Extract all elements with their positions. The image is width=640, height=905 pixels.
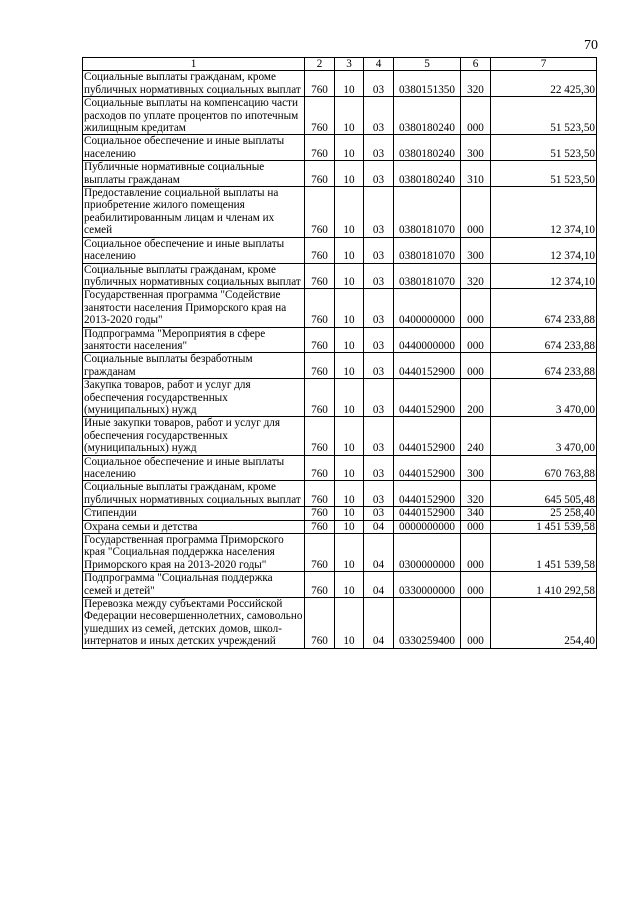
budget-table bbox=[82, 57, 597, 649]
page-number: 70 bbox=[584, 38, 598, 53]
cell-subsection-code: 03 bbox=[364, 237, 394, 263]
cell-amount: 51 523,50 bbox=[491, 97, 597, 135]
cell-expense-type: 000 bbox=[461, 289, 491, 327]
cell-target-article: 0380180240 bbox=[394, 97, 461, 135]
cell-amount: 22 425,30 bbox=[491, 71, 597, 97]
cell-subsection-code: 03 bbox=[364, 263, 394, 289]
cell-section-code: 10 bbox=[335, 534, 364, 572]
cell-section-code: 10 bbox=[335, 572, 364, 598]
cell-name: Социальное обеспечение и иные выплаты населению bbox=[83, 237, 305, 263]
cell-subsection-code: 03 bbox=[364, 379, 394, 417]
cell-amount: 51 523,50 bbox=[491, 135, 597, 161]
cell-ministry-code: 760 bbox=[305, 71, 335, 97]
cell-ministry-code: 760 bbox=[305, 161, 335, 187]
header-col-1: 1 bbox=[83, 58, 305, 71]
cell-expense-type: 000 bbox=[461, 534, 491, 572]
cell-expense-type: 000 bbox=[461, 353, 491, 379]
cell-name: Социальные выплаты гражданам, кроме публичных нормативных социальных выплат bbox=[83, 481, 305, 507]
cell-ministry-code: 760 bbox=[305, 507, 335, 520]
cell-expense-type: 310 bbox=[461, 161, 491, 187]
table-row bbox=[83, 572, 597, 598]
cell-target-article: 0380151350 bbox=[394, 71, 461, 97]
cell-name: Перевозка между субъектами Российской Федерации несовершеннолетних, самовольно ушедших из семей, детских домов, школ-интернатов и иных детских учреждений bbox=[83, 598, 305, 649]
table-row bbox=[83, 187, 597, 238]
cell-target-article: 0330259400 bbox=[394, 598, 461, 649]
cell-amount: 1 410 292,58 bbox=[491, 572, 597, 598]
cell-section-code: 10 bbox=[335, 161, 364, 187]
header-col-7: 7 bbox=[491, 58, 597, 71]
header-col-3: 3 bbox=[335, 58, 364, 71]
cell-name: Закупка товаров, работ и услуг для обеспечения государственных (муниципальных) нужд bbox=[83, 379, 305, 417]
cell-subsection-code: 03 bbox=[364, 353, 394, 379]
cell-ministry-code: 760 bbox=[305, 481, 335, 507]
cell-amount: 12 374,10 bbox=[491, 263, 597, 289]
table-row bbox=[83, 263, 597, 289]
cell-ministry-code: 760 bbox=[305, 417, 335, 455]
cell-expense-type: 000 bbox=[461, 97, 491, 135]
cell-amount: 254,40 bbox=[491, 598, 597, 649]
table-row bbox=[83, 534, 597, 572]
table-row bbox=[83, 455, 597, 481]
cell-name: Публичные нормативные социальные выплаты гражданам bbox=[83, 161, 305, 187]
cell-amount: 3 470,00 bbox=[491, 379, 597, 417]
header-col-5: 5 bbox=[394, 58, 461, 71]
cell-ministry-code: 760 bbox=[305, 97, 335, 135]
cell-name: Социальные выплаты безработным гражданам bbox=[83, 353, 305, 379]
cell-expense-type: 240 bbox=[461, 417, 491, 455]
cell-ministry-code: 760 bbox=[305, 520, 335, 533]
cell-target-article: 0380180240 bbox=[394, 135, 461, 161]
cell-amount: 12 374,10 bbox=[491, 237, 597, 263]
cell-section-code: 10 bbox=[335, 237, 364, 263]
cell-ministry-code: 760 bbox=[305, 379, 335, 417]
cell-amount: 670 763,88 bbox=[491, 455, 597, 481]
cell-expense-type: 340 bbox=[461, 507, 491, 520]
cell-name: Социальное обеспечение и иные выплаты населению bbox=[83, 455, 305, 481]
cell-target-article: 0440152900 bbox=[394, 507, 461, 520]
cell-ministry-code: 760 bbox=[305, 327, 335, 353]
cell-ministry-code: 760 bbox=[305, 572, 335, 598]
cell-amount: 1 451 539,58 bbox=[491, 534, 597, 572]
cell-section-code: 10 bbox=[335, 598, 364, 649]
table-row bbox=[83, 507, 597, 520]
cell-name: Социальные выплаты гражданам, кроме публичных нормативных социальных выплат bbox=[83, 71, 305, 97]
cell-section-code: 10 bbox=[335, 97, 364, 135]
cell-name: Охрана семьи и детства bbox=[83, 520, 305, 533]
cell-section-code: 10 bbox=[335, 263, 364, 289]
cell-subsection-code: 04 bbox=[364, 534, 394, 572]
cell-name: Подпрограмма "Мероприятия в сфере занятости населения" bbox=[83, 327, 305, 353]
cell-expense-type: 300 bbox=[461, 135, 491, 161]
cell-name: Стипендии bbox=[83, 507, 305, 520]
cell-ministry-code: 760 bbox=[305, 237, 335, 263]
header-row bbox=[83, 58, 597, 71]
table-row bbox=[83, 161, 597, 187]
cell-expense-type: 000 bbox=[461, 598, 491, 649]
cell-subsection-code: 04 bbox=[364, 520, 394, 533]
cell-target-article: 0440000000 bbox=[394, 327, 461, 353]
cell-subsection-code: 03 bbox=[364, 327, 394, 353]
cell-amount: 674 233,88 bbox=[491, 289, 597, 327]
cell-section-code: 10 bbox=[335, 507, 364, 520]
cell-amount: 1 451 539,58 bbox=[491, 520, 597, 533]
table-row bbox=[83, 97, 597, 135]
cell-subsection-code: 03 bbox=[364, 417, 394, 455]
table-row bbox=[83, 353, 597, 379]
cell-ministry-code: 760 bbox=[305, 135, 335, 161]
cell-section-code: 10 bbox=[335, 327, 364, 353]
cell-subsection-code: 03 bbox=[364, 289, 394, 327]
cell-ministry-code: 760 bbox=[305, 289, 335, 327]
cell-ministry-code: 760 bbox=[305, 534, 335, 572]
cell-subsection-code: 04 bbox=[364, 572, 394, 598]
table-row bbox=[83, 481, 597, 507]
cell-target-article: 0440152900 bbox=[394, 455, 461, 481]
cell-ministry-code: 760 bbox=[305, 598, 335, 649]
cell-ministry-code: 760 bbox=[305, 187, 335, 238]
cell-section-code: 10 bbox=[335, 417, 364, 455]
cell-expense-type: 320 bbox=[461, 481, 491, 507]
cell-section-code: 10 bbox=[335, 71, 364, 97]
cell-expense-type: 320 bbox=[461, 263, 491, 289]
cell-subsection-code: 03 bbox=[364, 455, 394, 481]
cell-amount: 674 233,88 bbox=[491, 327, 597, 353]
cell-target-article: 0400000000 bbox=[394, 289, 461, 327]
cell-name: Предоставление социальной выплаты на приобретение жилого помещения реабилитированным лицам и членам их семей bbox=[83, 187, 305, 238]
cell-target-article: 0380181070 bbox=[394, 263, 461, 289]
cell-subsection-code: 03 bbox=[364, 481, 394, 507]
table-row bbox=[83, 379, 597, 417]
table-row bbox=[83, 237, 597, 263]
cell-expense-type: 300 bbox=[461, 455, 491, 481]
cell-subsection-code: 03 bbox=[364, 187, 394, 238]
table-row bbox=[83, 417, 597, 455]
cell-section-code: 10 bbox=[335, 353, 364, 379]
cell-target-article: 0440152900 bbox=[394, 481, 461, 507]
cell-target-article: 0330000000 bbox=[394, 572, 461, 598]
cell-section-code: 10 bbox=[335, 520, 364, 533]
cell-name: Иные закупки товаров, работ и услуг для обеспечения государственных (муниципальных) нужд bbox=[83, 417, 305, 455]
cell-target-article: 0380181070 bbox=[394, 237, 461, 263]
table-row bbox=[83, 289, 597, 327]
cell-amount: 3 470,00 bbox=[491, 417, 597, 455]
cell-name: Государственная программа "Содействие занятости населения Приморского края на 2013-2020 годы" bbox=[83, 289, 305, 327]
table-row bbox=[83, 135, 597, 161]
cell-name: Подпрограмма "Социальная поддержка семей и детей" bbox=[83, 572, 305, 598]
cell-subsection-code: 04 bbox=[364, 598, 394, 649]
cell-ministry-code: 760 bbox=[305, 455, 335, 481]
table-row bbox=[83, 327, 597, 353]
cell-amount: 674 233,88 bbox=[491, 353, 597, 379]
cell-amount: 25 258,40 bbox=[491, 507, 597, 520]
cell-target-article: 0300000000 bbox=[394, 534, 461, 572]
cell-target-article: 0000000000 bbox=[394, 520, 461, 533]
cell-target-article: 0440152900 bbox=[394, 379, 461, 417]
cell-expense-type: 200 bbox=[461, 379, 491, 417]
cell-section-code: 10 bbox=[335, 379, 364, 417]
cell-expense-type: 300 bbox=[461, 237, 491, 263]
cell-name: Социальные выплаты на компенсацию части расходов по уплате процентов по ипотечным жилищным кредитам bbox=[83, 97, 305, 135]
cell-section-code: 10 bbox=[335, 455, 364, 481]
table-row bbox=[83, 598, 597, 649]
cell-name: Государственная программа Приморского края "Социальная поддержка населения Приморского края на 2013-2020 годы" bbox=[83, 534, 305, 572]
table-row bbox=[83, 71, 597, 97]
cell-expense-type: 000 bbox=[461, 572, 491, 598]
cell-amount: 12 374,10 bbox=[491, 187, 597, 238]
cell-ministry-code: 760 bbox=[305, 263, 335, 289]
cell-subsection-code: 03 bbox=[364, 507, 394, 520]
header-col-2: 2 bbox=[305, 58, 335, 71]
cell-target-article: 0440152900 bbox=[394, 417, 461, 455]
cell-subsection-code: 03 bbox=[364, 71, 394, 97]
cell-expense-type: 320 bbox=[461, 71, 491, 97]
cell-expense-type: 000 bbox=[461, 327, 491, 353]
table-row bbox=[83, 520, 597, 533]
header-col-6: 6 bbox=[461, 58, 491, 71]
cell-section-code: 10 bbox=[335, 187, 364, 238]
cell-subsection-code: 03 bbox=[364, 135, 394, 161]
cell-amount: 645 505,48 bbox=[491, 481, 597, 507]
cell-section-code: 10 bbox=[335, 289, 364, 327]
cell-subsection-code: 03 bbox=[364, 97, 394, 135]
cell-target-article: 0380180240 bbox=[394, 161, 461, 187]
cell-name: Социальные выплаты гражданам, кроме публичных нормативных социальных выплат bbox=[83, 263, 305, 289]
cell-subsection-code: 03 bbox=[364, 161, 394, 187]
cell-target-article: 0440152900 bbox=[394, 353, 461, 379]
cell-target-article: 0380181070 bbox=[394, 187, 461, 238]
cell-amount: 51 523,50 bbox=[491, 161, 597, 187]
cell-section-code: 10 bbox=[335, 135, 364, 161]
cell-name: Социальное обеспечение и иные выплаты населению bbox=[83, 135, 305, 161]
cell-ministry-code: 760 bbox=[305, 353, 335, 379]
cell-expense-type: 000 bbox=[461, 187, 491, 238]
header-col-4: 4 bbox=[364, 58, 394, 71]
cell-expense-type: 000 bbox=[461, 520, 491, 533]
cell-section-code: 10 bbox=[335, 481, 364, 507]
